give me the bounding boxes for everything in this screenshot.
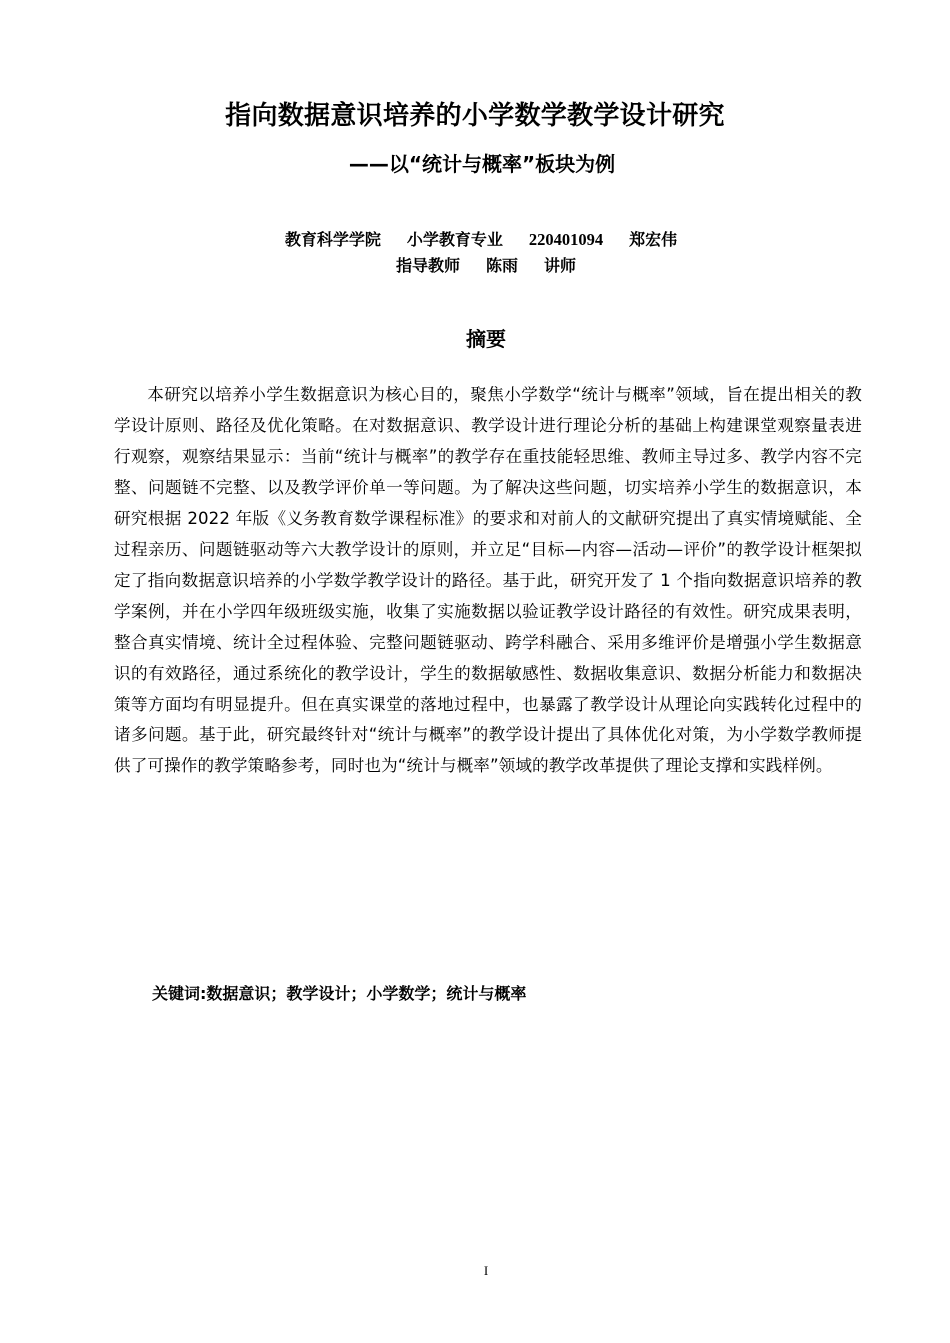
advisor-info-line — [0, 254, 950, 278]
abstract-heading: 摘要 — [466, 327, 506, 351]
keywords-line: 关键词:数据意识；教学设计；小学数学；统计与概率 — [152, 984, 527, 1003]
advisor-name: 陈雨 — [485, 256, 518, 275]
advisor-rank: 讲师 — [544, 256, 577, 275]
abstract-paragraph: 本研究以培养小学生数据意识为核心目的，聚焦小学数学“统计与概率”领域，旨在提出相关的教学设计原则、路径及优化策略。在对数据意识、教学设计进行理论分析的基础上构建课堂观察量表进行观察，观察结果显示：当前“统计与概率”的教学存在重技能轻思维、教师主导过多、教学内容不完整、问题链不完整、以及教学评价单一等问题。为了解决这些问题，切实培养小学生的数据意识，本研究根据 2022 年版《义务教育数学课程标准》的要求和对前人的文献研究提出了真实情境赋能、全过程亲历、问题链驱动等六大教学设计的原则，并立足“目标—内容—活动—评价”的教学设计框架拟定了指向数据意识培养的小学数学教学设计的路径。基于此，研究开发了 1 个指向数据意识培养的教学案例，并在小学四年级班级实施，收集了实施数据以验证教学设计路径的有效性。研究成果表明，整合真实情境、统计全过程体验、完整问题链驱动、跨学科融合、采用多维评价是增强小学生数据意识的有效路径，通过系统化的教学设计，学生的数据敏感性、数据收集意识、数据分析能力和数据决策等方面均有明显提升。但在真实课堂的落地过程中，也暴露了教学设计从理论向实践转化过程中的诸多问题。基于此，研究最终针对“统计与概率”的教学设计提出了具体优化对策，为小学数学教师提供了可操作的教学策略参考，同时也为“统计与概率”领域的教学改革提供了理论支撑和实践样例。 — [114, 385, 862, 776]
author-name: 郑宏伟 — [629, 230, 678, 249]
author-college: 教育科学学院 — [284, 230, 381, 249]
thesis-subtitle: ——以“统计与概率”板块为例 — [348, 152, 616, 176]
author-major: 小学教育专业 — [406, 230, 503, 249]
advisor-label: 指导教师 — [395, 256, 460, 275]
page-number: I — [483, 1263, 489, 1278]
author-student-id: 220401094 — [528, 230, 604, 249]
author-info-line — [0, 228, 950, 252]
thesis-title: 指向数据意识培养的小学数学教学设计研究 — [225, 101, 725, 131]
